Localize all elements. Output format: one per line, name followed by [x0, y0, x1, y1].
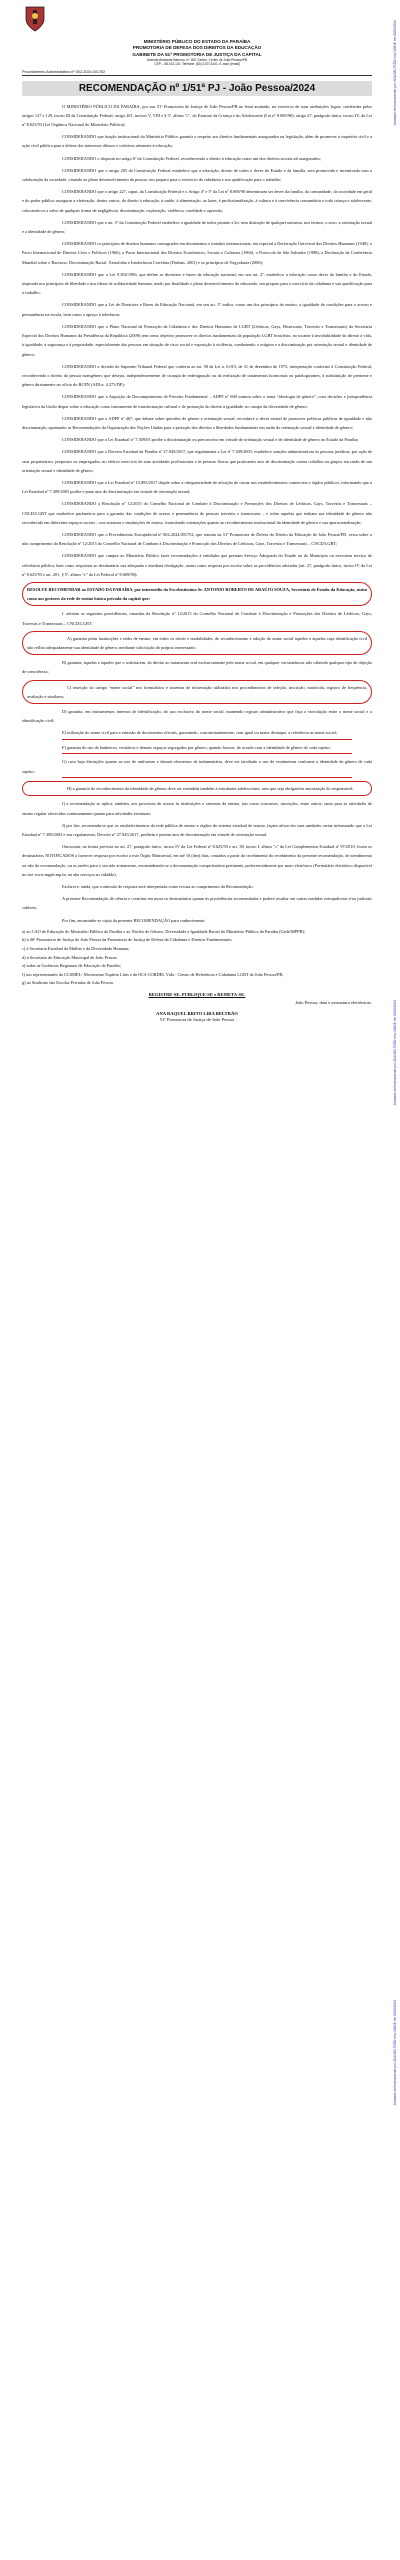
- paragraph: CONSIDERANDO a Resolução nº 12/2015 do Conselho Nacional de Combate à Discriminação e Promoções dos Direitos de Lésbicas, Gays, Travestis e Transexuais – CNCD/LGBT que estabelece parâmetros para a garantia das condições de acesso e permanência de pessoas travestis e transexuais – e todas aquelas que tenham sua identidade de gênero não reconhecida em diferentes espaços sociais – nos sistemas e instituições de ensino, formulando orientações quanto ao reconhecimento institucional da identidade de gênero e sua operacionalização;: [22, 501, 372, 525]
- paragraph: CONSIDERANDO que a Arguição de Descumprimento de Preceito Fundamental – ADPF nº 600 tramita sobre o tema “ideologia de gênero”, com decisões e jurisprudência legislativa da União dispor sobre a educação como instrumento de transformação cultural e de promoção do direito à igualdade, no campo da diversidade de gênero;: [22, 394, 372, 409]
- underline-mark: [62, 777, 352, 778]
- recommendation-item: H) a garantia do reconhecimento da identidade de gênero deve ser estendida também a estudantes adolescentes, sem que seja obrigatória autorização do responsável;: [67, 786, 354, 792]
- closing-statement: REGISTRE-SE. PUBLIQUE-SE e REMETA-SE.: [148, 991, 246, 997]
- header-line-3: GABINETE DA 51ª PROMOTORIA DE JUSTIÇA DA CAPITAL: [132, 51, 262, 57]
- header-line-1: MINISTÉRIO PÚBLICO DO ESTADO DA PARAÍBA: [143, 39, 251, 44]
- paragraph: CONSIDERANDO que a Lei Estadual nº 10.895/2017 dispõe sobre a obrigatoriedade de afixação de cartaz nos estabelecimentos comerciais e órgãos públicos, informando que a Lei Estadual nº 7.309/2003 proíbe e pune atos de discriminação em virtude de orientação sexual;: [22, 479, 372, 495]
- coat-of-arms-icon: [22, 4, 48, 34]
- recommendation-item: A presente Recomendação dá ciência e constitui em mora os destinatários quanto às providências recomendadas e poderá resultar em outras medidas extrajudiciais e/ou judiciais cabíveis.: [22, 896, 372, 911]
- recommendation-item: Outrossim, na forma prevista no art. 27, parágrafo único, inciso IV da Lei Federal nº 8.625/93 e art. 38, inciso I, alínea "c" da Lei Complementar Estadual nº 97/2010, ficam os destinatários NOTIFICADOS a fornecer resposta por escrito a este Órgão Ministerial, em até 10 (dez) dias, contados a partir do recebimento do recebimento da presente recomendação, de atendimento ou não da recomendação, ou as razões para o seu não acatamento, encaminhando-se a documentação comprobatória pertinente, preferencialmente por meio eletrônico (Formulário eletrônico disponível no site www.mppb.mp.br, na aba serviços ao cidadão).: [22, 844, 372, 877]
- recommendation-item: I. adotem as seguintes providências, oriundas da Resolução nº 12/2015 do Conselho Nacional de Combate à Discriminação e Promoções dos Direitos de Lésbicas, Gays, Travestis e Transexuais – CNCD/LGBT:: [22, 611, 372, 626]
- paragraph: CONSIDERANDO o disposto no artigo 6º da Constituição Federal, reconhecendo o direito à educação como um dos direitos sociais ali assegurados;: [62, 155, 322, 161]
- underline-mark: [62, 739, 352, 740]
- considerandos: [22, 102, 372, 579]
- procedure-number: Procedimento Administrativo nº 002.2024.001752: [22, 70, 372, 76]
- paragraph: O MINISTÉRIO PÚBLICO DA PARAÍBA, por sua 51ª Promotoria de Justiça de João Pessoa/PB no final assinado, no exercício de suas atribuições legais, conferidas pelos artigos 127 e 129, inciso III da Constituição Federal; artigo 201, incisos V, VIII e § 5º, alínea "c", do Estatuto da Criança e do Adolescente (Lei nº 8.069/90); artigo 27, parágrafo único, inciso IV, da Lei nº 8.625/93 (Lei Orgânica Nacional do Ministério Público);: [22, 103, 372, 128]
- paragraph: CONSIDERANDO que a Lei de Diretrizes e Bases da Educação Nacional, em seu art. 3º indica, como um dos princípios do ensino, a igualdade de condições para o acesso e permanência na escola, bem como o apreço à tolerância;: [22, 302, 372, 317]
- item-highlight: [22, 680, 372, 704]
- recommendation-item: J) por fim, recomenda-se que os estabelecimentos da rede pública de ensino e órgãos do sistema estadual de ensino, façam afixar em suas unidades cartaz informando que a Lei Estadual nº 7.309/2003 e seu regulamento, Decreto nº 27.945/2017, proíbem e punem atos de discriminação em virtude de orientação sexual.: [22, 822, 372, 837]
- paragraph: CONSIDERANDO que cumpre ao Ministério Público fazer recomendações à entidades que prestam Serviço Adequado do Estado ou do Município ou executem serviço de relevância pública, bem como requisitar ao destinatário sua adequada e imediata divulgação, assim como resposta por escrito sobre as providências adotadas (art. 27, parágrafo único, inciso IV da Lei nº 8.625/93 e art. 201, § 5º, alínea “c” da Lei Federal nº 8.069/90);: [22, 553, 372, 577]
- recommendation-item: Esclarece, ainda, que a omissão de resposta será interpretada como recusa ao cumprimento da Recomendação.: [62, 883, 254, 889]
- place-date: João Pessoa, data e assinatura eletrônicas.: [295, 999, 372, 1005]
- paragraph: CONSIDERANDO que o artigo 227, caput, da Constituição Federal e o Artigo 4º e 5º da Lei nº 8.069/90 determinam ser dever da família, da comunidade, da sociedade em geral e do poder público assegurar a efetivação, dentre outros, do direito à educação, à saúde, à alimentação, ao lazer, à profissionalização, à cultura e à convivência comunitária e toda criança e adolescente, colocando-os a salvo de qualquer forma de negligência, discriminação, exploração, violência, crueldade e opressão;: [22, 189, 372, 213]
- paragraph: CONSIDERANDO os princípios de direitos humanos consagrados em documentos e tratados internacionais, em especial a Declaração Universal dos Direitos Humanos (1948), o Pacto Internacional de Direitos Civis e Políticos (1966), o Pacto Internacional dos Direitos Econômicos, Sociais e Culturais (1966), o Protocolo de São Salvador (1988), a Declaração da Conferência Mundial sobre o Racismo, Discriminação Racial, Xenofobia e Intolerância Correlata (Durban, 2001) e os princípios de Yogyakarta (2006);: [22, 241, 372, 265]
- document-title: RECOMENDAÇÃO nº 1/51ª PJ - João Pessoa/2024: [22, 81, 372, 96]
- recommendation-items: [22, 609, 372, 924]
- recipient-item: g) ao Sindicato das Escolas Privadas de João Pessoa.: [22, 980, 114, 986]
- paragraph: CONSIDERANDO que a Lei 9.394/1996, que define as diretrizes e bases da educação nacional, em seu art. 2º, estabelece a educação como dever da família e do Estado, inspirada nos princípios de liberdade e nos ideais de solidariedade humana, tendo por finalidade o pleno desenvolvimento do educando, seu preparo para o exercício da cidadania e sua qualificação para o trabalho;: [22, 271, 372, 296]
- recommendation-item: B) garantia, àquelas e àqueles que o solicitarem, do direito ao tratamento oral exclusivamente pelo nome social, em qualquer circunstância, não cabendo qualquer tipo de objeção de consciência;: [22, 660, 372, 675]
- recipient-item: b) à 46ª Promotoria de Justiça de João Pessoa da Promotoria de Justiça de Defesa da Cidadania e Direitos Fundamentais;: [22, 937, 233, 943]
- paragraph: CONSIDERANDO que o art. 5º da Constituição Federal estabelece a igualdade de todos perante a lei, sem distinção de qualquer natureza, nos termos, o sexo, a orientação sexual e a identidade de gênero;: [22, 219, 372, 235]
- paragraph: CONSIDERANDO que a ADPF nº 467, que debate sobre questões de gênero e orientação sexual, reconhece o dever estatal de promover políticas públicas de igualdade e não discriminação, apontando as Recomendações da Organização das Nações Unidas para a proteção dos direitos e liberdades fundamentais em razão de orientação sexual e identidade de gênero;: [22, 415, 372, 430]
- item-highlight: [22, 781, 372, 796]
- recommendation-item: E) utilização do nome civil para a emissão de documentos oficiais, garantindo, concomitantemente, com igual ou maior destaque, a referência ao nome social;: [62, 730, 338, 736]
- recipient-list: [22, 928, 372, 988]
- recipient-item: d) à Secretaria de Educação Municipal de João Pessoa;: [22, 954, 118, 960]
- paragraph: CONSIDERANDO que o Procedimento Extrajudicial nº 002.2024.001752, que tramita na 51ª Promotoria de Defesa do Direito da Educação de João Pessoa/PB, versa sobre o não cumprimento da Resolução nº 12/2015 do Conselho Nacional de Combate à Discriminação e Promoção dos Direitos de Lésbicas, Gays, Travestis e Transexuais – CNCD/LGBT;: [22, 531, 372, 547]
- recipient-item: f) aos representantes da CCSMEL- Movimento Espírito Lilás e da OCS CORDEL Vida - Centro de Referência e Cidadania LGBT de João Pessoa/PB;: [22, 971, 284, 977]
- recipient-item: c) à Secretaria Estadual da Mulher e da Diversidade Humana;: [22, 945, 130, 951]
- paragraph: CONSIDERANDO que o Decreto Estadual da Paraíba nº 27.945/2017, que regulamenta a Lei nº 7.309/2003, estabelece sanções administrativas às pessoas jurídicas, por ação de seus proprietários, prepostos ou empregados, no efetivo exercício de suas atividades profissionais e às pessoas físicas que praticarem atos de discriminação contra cidadãos ou grupos em razão de sua orientação sexual e identidade de gênero;: [22, 449, 372, 473]
- signer-role: 51ª Promotora de Justiça de João Pessoa: [159, 1017, 235, 1023]
- paragraph: CONSIDERANDO que função institucional do Ministério Público garantir o respeito aos direitos fundamentais assegurados na legislação, além de promover o inquérito civil e a ação civil pública para a defesa dos interesses difusos e coletivos atinentes à educação;: [22, 134, 372, 149]
- side-stamp-1: Assinado eletronicamente por: ANA BELTRÃO e/ou NOME em 00/00/2024: [393, 20, 397, 126]
- paragraph: CONSIDERANDO que o Plano Nacional de Promoção da Cidadania e dos Direitos Humanos de LGBT (Lésbicas, Gays, Bissexuais, Travestis e Transexuais) da Secretaria Especial dos Direitos Humanos da Presidência da República (2009) tem como objetivo promover os direitos fundamentais da população LGBT brasileira, no tocante à inviolabilidade do direito à vida, à igualdade, à segurança e à propriedade, especialmente das pessoas em situação de risco social e exposição à violência, combatendo o estigma e a discriminação por orientação sexual e identidade de gênero;: [22, 323, 372, 357]
- item-highlight: [22, 631, 372, 655]
- resolve-highlight: [22, 582, 372, 606]
- recommendation-item: G) caso haja distinções quanto ao uso de uniformes e demais elementos de indumentária, deve ser facultado o uso de vestimentas conforme a identidade de gênero de cada sujeito;: [22, 759, 372, 774]
- resolve-statement: RESOLVE RECOMENDAR ao ESTADO DA PARAÍBA, por intermédio da Excelentíssimo Sr. ANTONIO ROBERTO DE ARAÚJO SOUZA, Secretário de Estado da Educação, assim como aos gestores da rede de ensino básica privada da capital que:: [27, 586, 367, 602]
- signer-name: ANA RAQUEL BRITO LIRA BELTRÃO: [156, 1010, 238, 1016]
- recipient-item: e) todas as Gerências Regionais de Educação de Paraíba;: [22, 963, 121, 969]
- recommendation-item: F) garantia do uso de banheiros, vestiários e demais espaços segregados por gênero, quando houver, de acordo com a identidade de gênero de cada sujeito;: [62, 744, 331, 750]
- side-stamp-3: Assinado eletronicamente por: ANA BELTRÃO e/ou NOME em 00/00/2024: [393, 2000, 397, 2106]
- paragraph: CONSIDERANDO que o artigo 205 da Constituição Federal estabelece que a educação, direito de todos e dever do Estado e da família, será promovida e incentivada com a colaboração da sociedade, visando ao pleno desenvolvimento da pessoa, seu preparo para o exercício da cidadania e sua qualificação para o trabalho;: [22, 167, 372, 183]
- document-page: [22, 0, 372, 1023]
- recommendation-item: C) inserção do campo “nome social” nos formulários e sistemas de informação utilizados nos procedimentos de seleção, inscrição, matrícula, registro de frequência, avaliação e similares;: [27, 684, 367, 699]
- recommendation-item: A) garantia pelas instituições e redes de ensino, em todos os níveis e modalidades, do reconhecimento e adoção do nome social àqueles e àquelas cuja identificação civil não reflita adequadamente sua identidade de gênero, mediante solicitação do próprio interessado;: [27, 635, 367, 650]
- paragraph: CONSIDERANDO a decisão do Supremo Tribunal Federal que conferiu ao art. 58 da Lei n. 6.015, de 31 de dezembro de 1973, interpretação conforme à Constituição Federal, reconhecendo o direito da pessoa transgênero que desejar, independentemente de cirurgia de redesignação ou da realização de tratamentos hormonais ou patologizantes, à substituição de prenome e gênero diretamente no ofício do RCPN (ADI n. 4.275/DF);: [22, 363, 372, 388]
- underline-mark: [62, 753, 352, 754]
- side-stamp-2: Assinado eletronicamente por: ANA BELTRÃO e/ou NOME em 00/00/2024: [393, 1000, 397, 1106]
- recommendation-item: D) garantia, em instrumentos internos de identificação, do uso exclusivo do nome social, mantendo registro administrativo que faça a vinculação entre o nome social e a identificação civil;: [22, 709, 372, 724]
- paragraph: CONSIDERANDO que a Lei Estadual nº 7.309/03 proíbe a discriminação ou preconceito em virtude de orientação sexual e de identidade de gênero no Estado da Paraíba;: [62, 437, 359, 443]
- header-address-2: CEP – 58.013-120. Telefone: (83) 2107-6101. E-mail: [email]: [154, 62, 240, 67]
- signature-block: [22, 1011, 372, 1023]
- recommendation-item: I) a recomendação se aplica, também, aos processos de acesso às instituições e sistemas de ensino, tais como concursos, inscrições, entre outros, tanto para as atividades de ensino regular oferecidas continuamente quanto para atividades eventuais;: [22, 801, 372, 816]
- header-address-1: Avenida Almirante Barroso, nº 159, Centro, Centro de João Pessoa/PB: [146, 58, 248, 63]
- recommendation-item: Por fim, encaminhe-se cópia da presente RECOMENDAÇÃO para conhecimento:: [62, 917, 206, 923]
- recipient-item: a) ao CAO de Educação do Ministério Público da Paraíba e ao Núcleo de Gênero, Diversidade e Igualdade Racial do Ministério Público da Paraíba (Gede/MPPB);: [22, 928, 306, 934]
- header-line-2: PROMOTORIA DE DEFESA DOS DIREITOS DA EDUCAÇÃO: [132, 45, 262, 51]
